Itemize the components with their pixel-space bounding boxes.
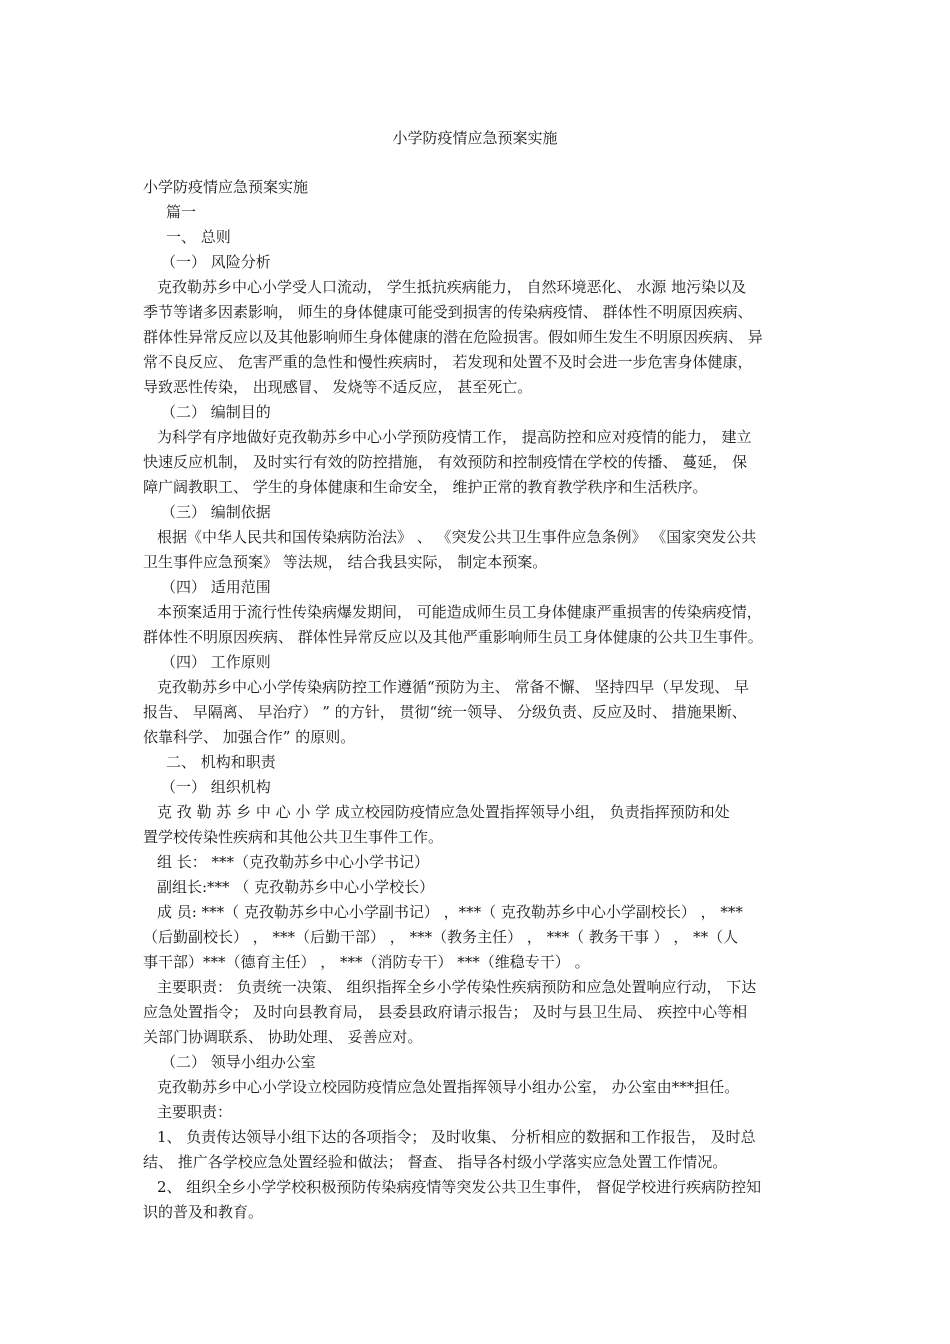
text-line: 常不良反应、 危害严重的急性和慢性疾病时， 若发现和处置不及时会进一步危害身体健康， [143,353,753,371]
text-line: 克孜勒苏乡中心小学受人口流动， 学生抵抗疾病能力， 自然环境恶化、 水源 地污染以及 [157,278,747,296]
text-line: 小学防疫情应急预案实施 [143,178,309,196]
text-line: 2、 组织全乡小学学校积极预防传染病疫情等突发公共卫生事件， 督促学校进行疾病防控知 [157,1178,762,1196]
text-line: 主要职责： [157,1103,233,1121]
text-line: （二） 领导小组办公室 [161,1053,316,1071]
text-line: （一） 风险分析 [161,253,271,271]
text-line: 应急处置指令； 及时向县教育局， 县委县政府请示报告； 及时与县卫生局、 疾控中心等相 [143,1003,748,1021]
text-line: 报告、 早隔离、 早治疗） ” 的方针， 贯彻“统一领导、 分级负责、反应及时、 措施果断、 [143,703,747,721]
text-line: 关部门协调联系、 协助处理、 妥善应对。 [143,1028,423,1046]
text-line: 依靠科学、 加强合作” 的原则。 [143,728,356,746]
text-line: 快速反应机制， 及时实行有效的防控措施， 有效预防和控制疫情在学校的传播、 蔓延， 保 [143,453,748,471]
text-line: （四） 适用范围 [161,578,271,596]
document-title: 小学防疫情应急预案实施 [392,129,558,147]
text-line: 篇一 [166,203,197,221]
text-line: 根据《中华人民共和国传染病防治法》 、 《突发公共卫生事件应急条例》 《国家突发公共 [157,528,757,546]
text-line: 事干部）***（德育主任） ， ***（消防专干） ***（维稳专干） 。 [143,953,590,971]
text-line: 克 孜 勒 苏 乡 中 心 小 学 成立校园防疫情应急处置指挥领导小组， 负责指挥预防和处 [157,803,730,821]
text-line: 群体性异常反应以及其他影响师生身体健康的潜在危险损害。假如师生发生不明原因疾病、 异 [143,328,763,346]
text-line: 季节等诸多因素影响， 师生的身体健康可能受到损害的传染病疫情、 群体性不明原因疾病、 [143,303,753,321]
text-line: 克孜勒苏乡中心小学设立校园防疫情应急处置指挥领导小组办公室， 办公室由***担任。 [157,1078,740,1096]
document-body [143,175,823,1225]
text-line: （三） 编制依据 [161,503,271,521]
text-line: 主要职责： 负责统一决策、 组织指挥全乡小学传染性疾病预防和应急处置响应行动， 下达 [157,978,757,996]
text-line: 本预案适用于流行性传染病爆发期间， 可能造成师生员工身体健康严重损害的传染病疫情， [157,603,762,621]
text-line: 群体性不明原因疾病、 群体性异常反应以及其他严重影响师生员工身体健康的公共卫生事件。 [143,628,763,646]
text-line: 副组长:*** （ 克孜勒苏乡中心小学校长） [157,878,435,896]
text-line: 1、 负责传达领导小组下达的各项指令； 及时收集、 分析相应的数据和工作报告， 及时总 [157,1128,756,1146]
text-line: 二、 机构和职责 [166,753,276,771]
text-line: 一、 总则 [166,228,231,246]
text-line: （二） 编制目的 [161,403,271,421]
text-line: 导致恶性传染， 出现感冒、 发烧等不适反应， 甚至死亡。 [143,378,533,396]
text-line: （四） 工作原则 [161,653,271,671]
text-line: 卫生事件应急预案》 等法规， 结合我县实际， 制定本预案。 [143,553,548,571]
text-line: 为科学有序地做好克孜勒苏乡中心小学预防疫情工作， 提高防控和应对疫情的能力， 建立 [157,428,752,446]
text-line: 置学校传染性疾病和其他公共卫生事件工作。 [143,828,444,846]
text-line: 结、 推广各学校应急处置经验和做法； 督查、 指导各村级小学落实应急处置工作情况。 [143,1153,728,1171]
text-line: 组 长： ***（克孜勒苏乡中心小学书记） [157,853,430,871]
text-line: 障广阔教职工、 学生的身体健康和生命安全， 维护正常的教育教学秩序和生活秩序。 [143,478,708,496]
text-line: 克孜勒苏乡中心小学传染病防控工作遵循“预防为主、 常备不懈、 坚持四早（早发现、 早 [157,678,749,696]
text-line: （后勤副校长） ， ***（后勤干部） ， ***（教务主任） ， ***（ 教务干事 ） ， **（人 [143,928,739,946]
text-line: 识的普及和教育。 [143,1203,264,1221]
text-line: （一） 组织机构 [161,778,271,796]
text-line: 成 员: ***（ 克孜勒苏乡中心小学副书记） ，***（ 克孜勒苏乡中心小学副校长） ， *** [157,903,743,921]
